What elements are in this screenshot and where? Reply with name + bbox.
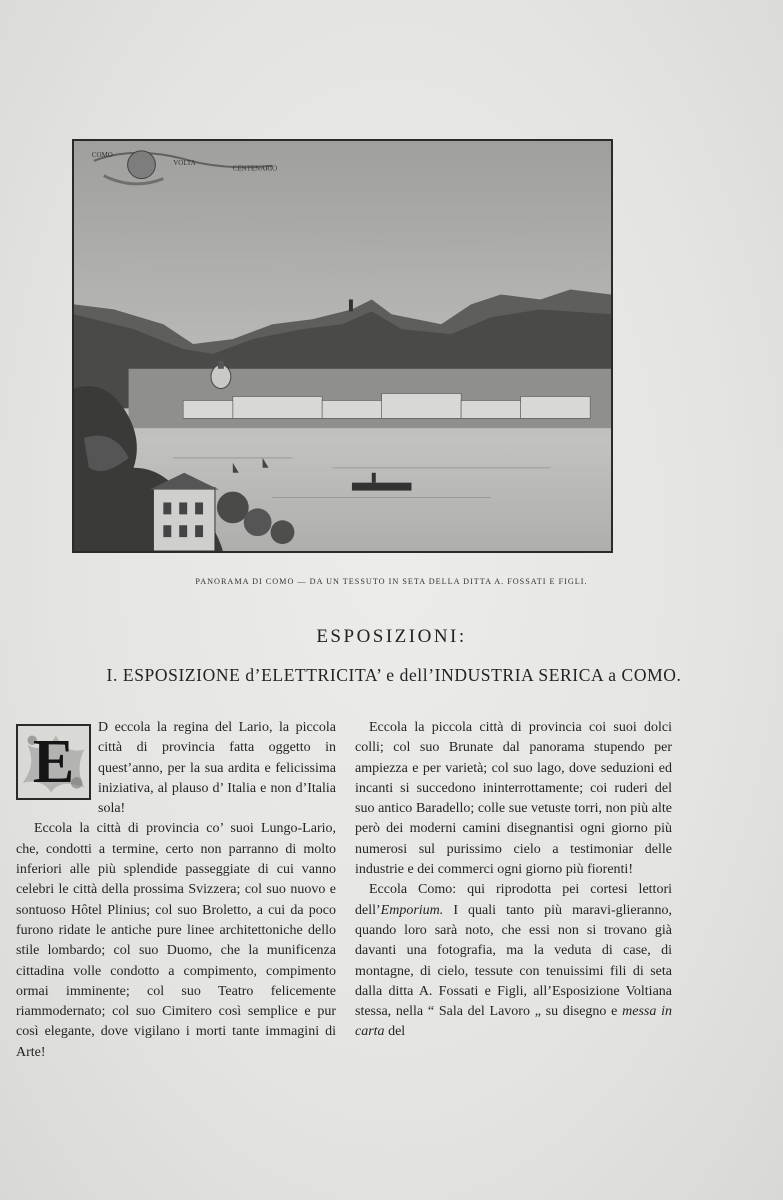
svg-text:VOLTA: VOLTA [173,158,196,167]
dropcap-letter: E [32,728,75,796]
svg-text:COMO: COMO [91,150,113,159]
paragraph-4-text-c: del [384,1024,406,1040]
paragraph-4 [355,880,672,1042]
paragraph-4-text-a: Eccola Como: qui riprodotta pei cortesi lettori dell’ [355,882,672,918]
section-title: ESPOSIZIONI: [316,626,467,647]
paragraph-1: D eccola la regina del Lario, la piccola città di provincia fatta oggetto in quest’anno, per la sua ardita e felicissima iniziativa, al plauso d’ Italia e non d’Italia sola! [98,720,336,817]
dropcap-initial [16,724,91,800]
messa-in-carta-phrase: messa in carta [355,1004,672,1040]
illustration-caption: PANORAMA DI COMO — DA UN TESSUTO IN SETA DELLA DITTA A. FOSSATI E FIGLI. [195,577,588,586]
svg-text:CENTENARIO: CENTENARIO [232,164,278,173]
paragraph-2: Eccola la città di provincia co’ suoi Lungo-Lario, che, condotti a termine, certo non parranno di molto inferiori alle più splendide passeggiate di cui vanno celebri le città della prossima Svizzera; col suo nuovo e sontuoso Hôtel Plinius; col suo Broletto, a cui da poco furono ridate le antiche pure linee architettoniche dello stile lombardo; col suo Duomo, che la munificenza cittadina volle condotto a compimento, compimento ormai imminente; col suo Teatro felicemente riammodernato; col suo Cimitero così semplice e pur così elegante, dove vigilano i morti tante immagini di Arte! [16,821,336,1060]
text-column-left [16,718,336,1063]
paragraph-3: Eccola la piccola città di provincia coi suoi dolci colli; col suo Brunate dal panorama stupendo per ampiezza e per varietà; col suo lago, dove seduzioni ed incanti si succedono ininterrottamente; coi ruderi del suo antico Baradello; colle sue vetuste torri, non più alte però dei moderni camini disegnantisi ogni giorno più numerosi sul purissimo cielo a testimoniar delle industrie e dei commerci ogni giorno più fiorenti! [355,720,672,878]
article-title: I. ESPOSIZIONE d’ELETTRICITA’ e dell’INDUSTRIA SERICA a COMO. [106,665,682,685]
panorama-illustration [72,139,613,553]
emporium-title: Emporium. [380,902,444,918]
text-column-right [355,718,672,1043]
paragraph-4-text-b: I quali tanto più maravi-glieranno, quando loro sarà noto, che essi non si trovano già davanti una fotografia, ma la veduta di case, di montagne, di cielo, tessute con tenuissimi fili di seta dalla ditta A. Fossati e Figli, all’Esposizione Voltiana stessa, nella “ Sala del Lavoro „ su disegno e [355,902,672,1020]
panorama-engraving [74,141,611,551]
